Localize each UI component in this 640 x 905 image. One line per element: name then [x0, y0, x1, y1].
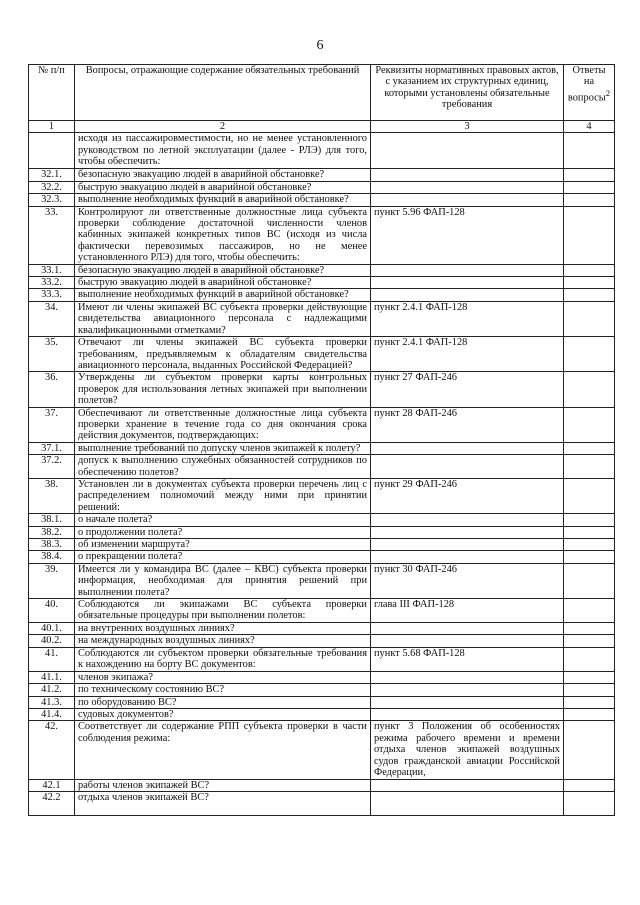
row-number: 35. — [29, 337, 75, 372]
table-row — [29, 169, 615, 181]
row-number: 37.1. — [29, 442, 75, 454]
row-number: 42.2 — [29, 791, 75, 815]
row-question: Обеспечивают ли ответственные должностные лица субъекта проверки хранение в течение года со дня окончания срока действия документов, подтверждающих: — [75, 407, 371, 442]
row-question: о прекращении полета? — [75, 551, 371, 563]
row-question: Соответствует ли содержание РПП субъекта проверки в части соблюдения режима: — [75, 721, 371, 779]
row-number: 41.3. — [29, 696, 75, 708]
row-question: Контролируют ли ответственные должностные лица субъекта проверки соблюдение достаточной численности членов кабинных экипажей конкретных типов ВС (исходя из числа фактически перевозимых пассажиров, но не менее установленного РЛЭ) для того, чтобы обеспечить: — [75, 206, 371, 264]
row-number: 39. — [29, 563, 75, 598]
row-answer[interactable] — [564, 181, 615, 193]
table-row — [29, 442, 615, 454]
index-4: 4 — [564, 121, 615, 133]
row-question: Утверждены ли субъектом проверки карты контрольных проверок для использования летных экипажей при выполнении полетов? — [75, 372, 371, 407]
row-answer[interactable] — [564, 721, 615, 779]
row-question: Соблюдаются ли субъектом проверки обязательные требования к нахождению на борту ВС документов: — [75, 647, 371, 671]
header-answers-text: Ответы на вопросы — [567, 65, 606, 104]
row-question: по оборудованию ВС? — [75, 696, 371, 708]
row-number: 34. — [29, 301, 75, 336]
table-row — [29, 206, 615, 264]
header-answers — [564, 65, 615, 121]
row-answer[interactable] — [564, 563, 615, 598]
row-question: на международных воздушных линиях? — [75, 635, 371, 647]
row-number — [29, 133, 75, 169]
row-requisite: пункт 30 ФАП-246 — [371, 563, 564, 598]
row-requisite — [371, 551, 564, 563]
row-answer[interactable] — [564, 264, 615, 276]
row-requisite — [371, 514, 564, 526]
row-number: 38.4. — [29, 551, 75, 563]
row-question: быструю эвакуацию людей в аварийной обстановке? — [75, 277, 371, 289]
row-requisite — [371, 264, 564, 276]
row-requisite — [371, 133, 564, 169]
row-requisite — [371, 671, 564, 683]
row-answer[interactable] — [564, 372, 615, 407]
index-1: 1 — [29, 121, 75, 133]
index-2: 2 — [75, 121, 371, 133]
row-number: 38.3. — [29, 539, 75, 551]
row-answer[interactable] — [564, 337, 615, 372]
header-questions: Вопросы, отражающие содержание обязательных требований — [75, 65, 371, 121]
page-number: 6 — [316, 38, 324, 53]
row-number: 37. — [29, 407, 75, 442]
row-number: 38.1. — [29, 514, 75, 526]
row-requisite: пункт 2.4.1 ФАП-128 — [371, 337, 564, 372]
row-question: безопасную эвакуацию людей в аварийной обстановке? — [75, 264, 371, 276]
row-question: Имеют ли члены экипажей ВС субъекта проверки действующие свидетельства авиационного персонала с надлежащими квалификационными отметками? — [75, 301, 371, 336]
table-row — [29, 264, 615, 276]
row-number: 41.2. — [29, 684, 75, 696]
row-answer[interactable] — [564, 709, 615, 721]
row-requisite: пункт 27 ФАП-246 — [371, 372, 564, 407]
row-requisite — [371, 791, 564, 815]
row-question: на внутренних воздушных линиях? — [75, 623, 371, 635]
row-answer[interactable] — [564, 779, 615, 791]
row-requisite — [371, 526, 564, 538]
table-row — [29, 514, 615, 526]
row-number: 33.1. — [29, 264, 75, 276]
row-requisite — [371, 194, 564, 206]
row-number: 32.3. — [29, 194, 75, 206]
row-question: выполнение необходимых функций в аварийной обстановке? — [75, 289, 371, 301]
row-requisite — [371, 623, 564, 635]
table-row — [29, 721, 615, 779]
row-question: по техническому состоянию ВС? — [75, 684, 371, 696]
row-question: работы членов экипажей ВС? — [75, 779, 371, 791]
row-answer[interactable] — [564, 277, 615, 289]
row-question: членов экипажа? — [75, 671, 371, 683]
table-row — [29, 623, 615, 635]
row-number: 32.2. — [29, 181, 75, 193]
table-row — [29, 337, 615, 372]
table-row — [29, 372, 615, 407]
row-question: о начале полета? — [75, 514, 371, 526]
row-number: 36. — [29, 372, 75, 407]
row-requisite: пункт 28 ФАП-246 — [371, 407, 564, 442]
table-row — [29, 779, 615, 791]
row-number: 42. — [29, 721, 75, 779]
row-number: 32.1. — [29, 169, 75, 181]
table-row — [29, 455, 615, 479]
row-question: быструю эвакуацию людей в аварийной обстановке? — [75, 181, 371, 193]
row-answer[interactable] — [564, 455, 615, 479]
index-3: 3 — [371, 121, 564, 133]
header-number: № п/п — [29, 65, 75, 121]
row-question: Отвечают ли члены экипажей ВС субъекта проверки требованиям, предъявляемым к обладателям свидетельства авиационного персонала, выданных Российской Федерацией? — [75, 337, 371, 372]
row-answer[interactable] — [564, 206, 615, 264]
row-answer[interactable] — [564, 478, 615, 513]
table-row — [29, 407, 615, 442]
row-requisite — [371, 289, 564, 301]
table-row — [29, 647, 615, 671]
table-row — [29, 563, 615, 598]
row-answer[interactable] — [564, 696, 615, 708]
row-requisite: пункт 2.4.1 ФАП-128 — [371, 301, 564, 336]
row-answer[interactable] — [564, 635, 615, 647]
row-answer[interactable] — [564, 194, 615, 206]
row-question: Установлен ли в документах субъекта проверки перечень лиц с распределением полномочий между ними при принятии решений: — [75, 478, 371, 513]
table-row — [29, 671, 615, 683]
table-row — [29, 696, 615, 708]
table-row — [29, 684, 615, 696]
row-answer[interactable] — [564, 599, 615, 623]
row-number: 41.4. — [29, 709, 75, 721]
row-answer[interactable] — [564, 551, 615, 563]
row-number: 33.3. — [29, 289, 75, 301]
row-number: 42.1 — [29, 779, 75, 791]
row-requisite — [371, 277, 564, 289]
table-row — [29, 478, 615, 513]
row-requisite: глава III ФАП-128 — [371, 599, 564, 623]
table-row — [29, 194, 615, 206]
column-index-row — [29, 121, 615, 133]
row-requisite — [371, 709, 564, 721]
row-answer[interactable] — [564, 623, 615, 635]
row-number: 41. — [29, 647, 75, 671]
row-answer[interactable] — [564, 526, 615, 538]
table-row — [29, 539, 615, 551]
row-number: 33. — [29, 206, 75, 264]
row-requisite — [371, 442, 564, 454]
table-row — [29, 551, 615, 563]
row-requisite — [371, 539, 564, 551]
row-requisite: пункт 29 ФАП-246 — [371, 478, 564, 513]
row-requisite — [371, 779, 564, 791]
table-row — [29, 181, 615, 193]
row-question: об изменении маршрута? — [75, 539, 371, 551]
header-answers-footnote: 2 — [605, 87, 611, 98]
table-row — [29, 277, 615, 289]
row-answer[interactable] — [564, 169, 615, 181]
table-row — [29, 526, 615, 538]
row-answer[interactable] — [564, 514, 615, 526]
row-answer[interactable] — [564, 647, 615, 671]
row-number: 40. — [29, 599, 75, 623]
row-answer[interactable] — [564, 407, 615, 442]
row-number: 37.2. — [29, 455, 75, 479]
row-requisite — [371, 181, 564, 193]
table-header-row — [29, 65, 615, 121]
table-row — [29, 791, 615, 815]
row-requisite: пункт 3 Положения об особенностях режима рабочего времени и времени отдыха членов экипажей воздушных судов гражданской авиации Российской Федерации, — [371, 721, 564, 779]
row-requisite: пункт 5.68 ФАП-128 — [371, 647, 564, 671]
row-number: 38.2. — [29, 526, 75, 538]
row-question: Имеется ли у командира ВС (далее – КВС) субъекта проверки информация, необходимая для принятия решений при выполнении полета? — [75, 563, 371, 598]
row-question: судовых документов? — [75, 709, 371, 721]
requirements-table — [28, 64, 615, 816]
table-row — [29, 133, 615, 169]
row-number: 40.1. — [29, 623, 75, 635]
row-question: допуск к выполнению служебных обязанностей сотрудников по обеспечению полетов? — [75, 455, 371, 479]
row-question: о продолжении полета? — [75, 526, 371, 538]
table-row — [29, 289, 615, 301]
row-question: безопасную эвакуацию людей в аварийной обстановке? — [75, 169, 371, 181]
row-answer[interactable] — [564, 289, 615, 301]
table-row — [29, 301, 615, 336]
table-row — [29, 635, 615, 647]
row-answer[interactable] — [564, 133, 615, 169]
row-answer[interactable] — [564, 301, 615, 336]
table-row — [29, 599, 615, 623]
row-number: 38. — [29, 478, 75, 513]
table-row — [29, 709, 615, 721]
header-requisites: Реквизиты нормативных правовых актов, с указанием их структурных единиц, которыми установлены обязательные требования — [371, 65, 564, 121]
row-requisite — [371, 635, 564, 647]
row-answer[interactable] — [564, 791, 615, 815]
row-requisite — [371, 169, 564, 181]
row-answer[interactable] — [564, 442, 615, 454]
row-number: 40.2. — [29, 635, 75, 647]
row-answer[interactable] — [564, 671, 615, 683]
row-question: выполнение необходимых функций в аварийной обстановке? — [75, 194, 371, 206]
row-requisite: пункт 5.96 ФАП-128 — [371, 206, 564, 264]
row-requisite — [371, 696, 564, 708]
row-number: 33.2. — [29, 277, 75, 289]
row-question: выполнение требований по допуску членов экипажей к полету? — [75, 442, 371, 454]
row-requisite — [371, 684, 564, 696]
row-answer[interactable] — [564, 539, 615, 551]
row-question: Соблюдаются ли экипажами ВС субъекта проверки обязательные процедуры при выполнении полетов: — [75, 599, 371, 623]
row-requisite — [371, 455, 564, 479]
row-number: 41.1. — [29, 671, 75, 683]
row-question: отдыха членов экипажей ВС? — [75, 791, 371, 815]
row-answer[interactable] — [564, 684, 615, 696]
row-question: исходя из пассажировместимости, но не менее установленного руководством по летной эксплуатации (далее - РЛЭ) для того, чтобы обеспечить: — [75, 133, 371, 169]
